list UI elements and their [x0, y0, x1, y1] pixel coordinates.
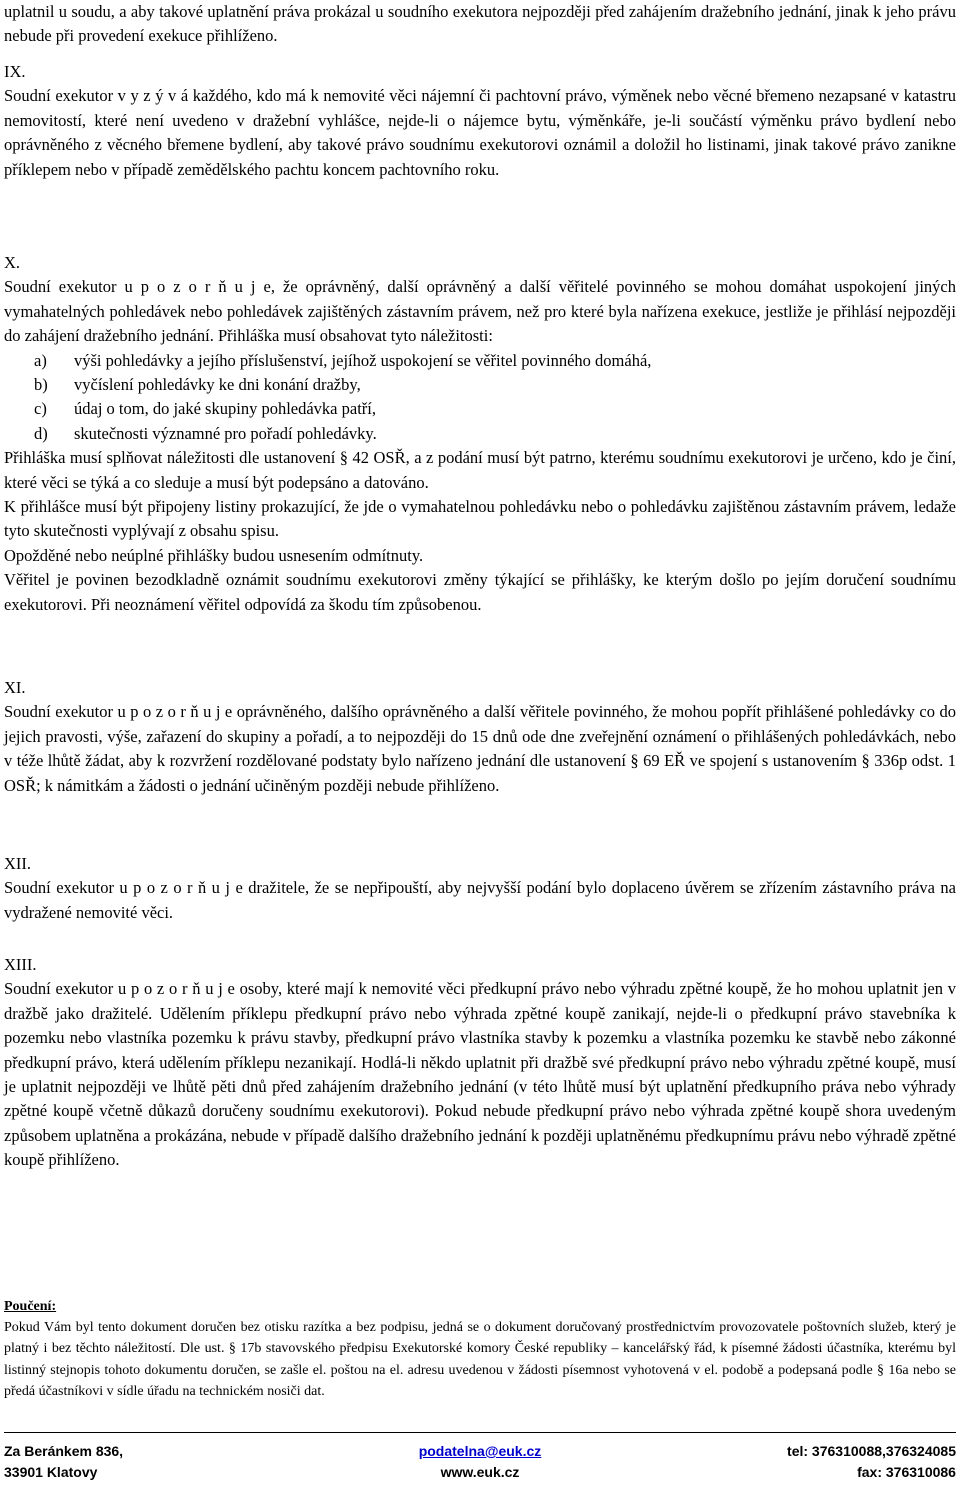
- section-ix: [4, 60, 956, 182]
- list-item-text: skutečnosti významné pro pořadí pohledávky.: [74, 423, 377, 443]
- footer-row-1: [4, 1441, 956, 1462]
- section-x-heading: X.: [4, 253, 21, 272]
- list-item-text: údaj o tom, do jaké skupiny pohledávka patří,: [74, 399, 376, 419]
- footer-fax: fax: 376310086: [857, 1464, 956, 1480]
- footer-row-2: [4, 1462, 956, 1483]
- page-footer: [4, 1432, 956, 1483]
- section-x-p3: K přihlášce musí být připojeny listiny prokazující, že jde o vymahatelnou pohledávku nebo o pohledávku zajištěnou zástavním právem, ledaže tyto skutečnosti vyplývají z obsahu spisu.: [4, 497, 956, 541]
- footer-phone: tel: 376310088,376324085: [787, 1443, 956, 1459]
- list-item: [4, 373, 956, 397]
- section-ix-heading: IX.: [4, 62, 26, 81]
- section-x: [4, 251, 956, 617]
- section-x-requirements-list: [4, 349, 956, 447]
- list-item-text: výši pohledávky a jejího příslušenství, jejíhož uspokojení se věřitel povinného domáhá,: [74, 350, 652, 370]
- footer-address-city: 33901 Klatovy: [4, 1464, 98, 1480]
- footer-address-street: Za Beránkem 836,: [4, 1443, 124, 1459]
- list-item: [4, 397, 956, 421]
- section-x-p2: Přihláška musí splňovat náležitosti dle ustanovení § 42 OSŘ, a z podání musí být patrno, kterému soudnímu exekutorovi je určeno, kdo je činí, které věci se týká a co sleduje a musí být podepsáno a datováno.: [4, 448, 956, 492]
- list-item: [4, 349, 956, 373]
- notice-title: Poučení:: [4, 1299, 57, 1314]
- intro-text: uplatnil u soudu, a aby takové uplatnění práva prokázal u soudního exekutora nejpozději před zahájením dražebního jednání, jinak k jeho právu nebude při provedení exekuce přihlíženo.: [4, 2, 956, 46]
- section-xi-heading: XI.: [4, 678, 26, 697]
- notice-block: [4, 1296, 956, 1402]
- section-x-p5: Věřitel je povinen bezodkladně oznámit soudnímu exekutorovi změny týkající se přihlášky, ke kterým došlo po jejím doručení soudnímu exekutorovi. Při neoznámení věřitel odpovídá za škodu tím způsobenou.: [4, 570, 956, 614]
- section-x-text: Soudní exekutor u p o z o r ň u j e, že oprávněný, další oprávněný a další věřitelé povinného se mohou domáhat uspokojení jiných vymahatelných pohledávek nebo pohledávek zajištěných zástavním právem, než pro které byla nařízena exekuce, jestliže je přihlásí nejpozději do zahájení dražebního jednání. Přihláška musí obsahovat tyto náležitosti:: [4, 277, 956, 346]
- notice-text: Pokud Vám byl tento dokument doručen bez otisku razítka a bez podpisu, jedná se o dokument doručovaný prostřednictvím provozovatele poštovních služeb, který je platný i bez těchto náležitostí. Dle ust. § 17b stavovského předpisu Exekutorské komory České republiky – kancelářský řád, k písemné žádosti účastníka, kterému byl listinný stejnopis tohoto dokumentu doručen, se zašle el. poštou na el. adresu uvedenou v žádosti písemnost vyhotovená v el. podobě a podepsaná podle § 16a nebo se předá účastníkovi v sídle úřadu na technickém nosiči dat.: [4, 1320, 956, 1399]
- footer-email-link[interactable]: podatelna@euk.cz: [418, 1443, 542, 1459]
- list-item-letter: d): [34, 423, 48, 443]
- section-xii: [4, 852, 956, 925]
- section-xi: [4, 676, 956, 798]
- list-item-text: vyčíslení pohledávky ke dni konání dražby,: [74, 375, 361, 395]
- section-xii-text: Soudní exekutor u p o z o r ň u j e dražitele, že se nepřipouští, aby nejvyšší podání bylo doplaceno úvěrem se zřízením zástavního práva na vydražené nemovité věci.: [4, 878, 956, 922]
- intro-paragraph: [4, 0, 956, 49]
- list-item-letter: c): [34, 399, 47, 419]
- section-xiii: [4, 953, 956, 1173]
- footer-web: www.euk.cz: [440, 1464, 520, 1480]
- section-xiii-text: Soudní exekutor u p o z o r ň u j e osoby, které mají k nemovité věci předkupní právo nebo výhradu zpětné koupě, že ho mohou uplatnit jen v dražbě jako dražitelé. Udělením příklepu předkupní právo nebo výhrada zpětné koupě zanikají, nejde-li o předkupní právo stavebníka k pozemku nebo vlastníka pozemku k právu stavby, předkupní právo vlastníka stavby k pozemku a vlastníka pozemku ke stavbě nebo zákonné předkupní právo, která udělením příklepu nezanikají. Hodlá-li někdo uplatnit při dražbě své předkupní právo nebo výhradu zpětné koupě, musí je uplatnit nejpozději ve lhůtě pěti dnů před zahájením dražebního jednání (v této lhůtě musí být uplatnění předkupního práva nebo výhrady zpětné koupě včetně důkazů doručeny soudnímu exekutorovi). Pokud nebude předkupní právo nebo výhrada zpětné koupě shora uvedeným způsobem uplatněna a prokázána, nebude v případě dalšího dražebního jednání k později uplatněnému předkupnímu právu nebo výhradě zpětné koupě přihlíženo.: [4, 979, 956, 1170]
- section-xiii-heading: XIII.: [4, 955, 37, 974]
- list-item-letter: b): [34, 375, 48, 395]
- list-item: [4, 422, 956, 446]
- section-ix-text: Soudní exekutor v y z ý v á každého, kdo má k nemovité věci nájemní či pachtovní právo, výměnek nebo věcné břemeno nezapsané v katastru nemovitostí, které není uvedeno v dražební vyhlášce, nejde-li o nájemce bytu, výměnkáře, je-li součástí výměnku právo bydlení nebo oprávněného z věcného břemene bydlení, aby takové právo soudnímu exekutorovi oznámil a doložil ho listinami, jinak takové právo zanikne příklepem nebo v případě zemědělského pachtu koncem pachtovního roku.: [4, 86, 956, 179]
- section-x-p4: Opožděné nebo neúplné přihlášky budou usnesením odmítnuty.: [4, 545, 424, 565]
- list-item-letter: a): [34, 350, 47, 370]
- section-xi-text: Soudní exekutor u p o z o r ň u j e oprávněného, dalšího oprávněného a další věřitele povinného, že mohou popřít přihlášené pohledávky co do jejich pravosti, výše, zařazení do skupiny a pořadí, a to nejpozději do 15 dnů ode dne zveřejnění oznámení o přihlášených pohledávkách, nebo v téže lhůtě žádat, aby k rozvržení rozdělované podstaty bylo nařízeno jednání dle ustanovení § 69 EŘ ve spojení s ustanovením § 336p odst. 1 OSŘ; k námitkám a žádosti o jednání učiněným později nebude přihlíženo.: [4, 702, 956, 795]
- section-xii-heading: XII.: [4, 854, 32, 873]
